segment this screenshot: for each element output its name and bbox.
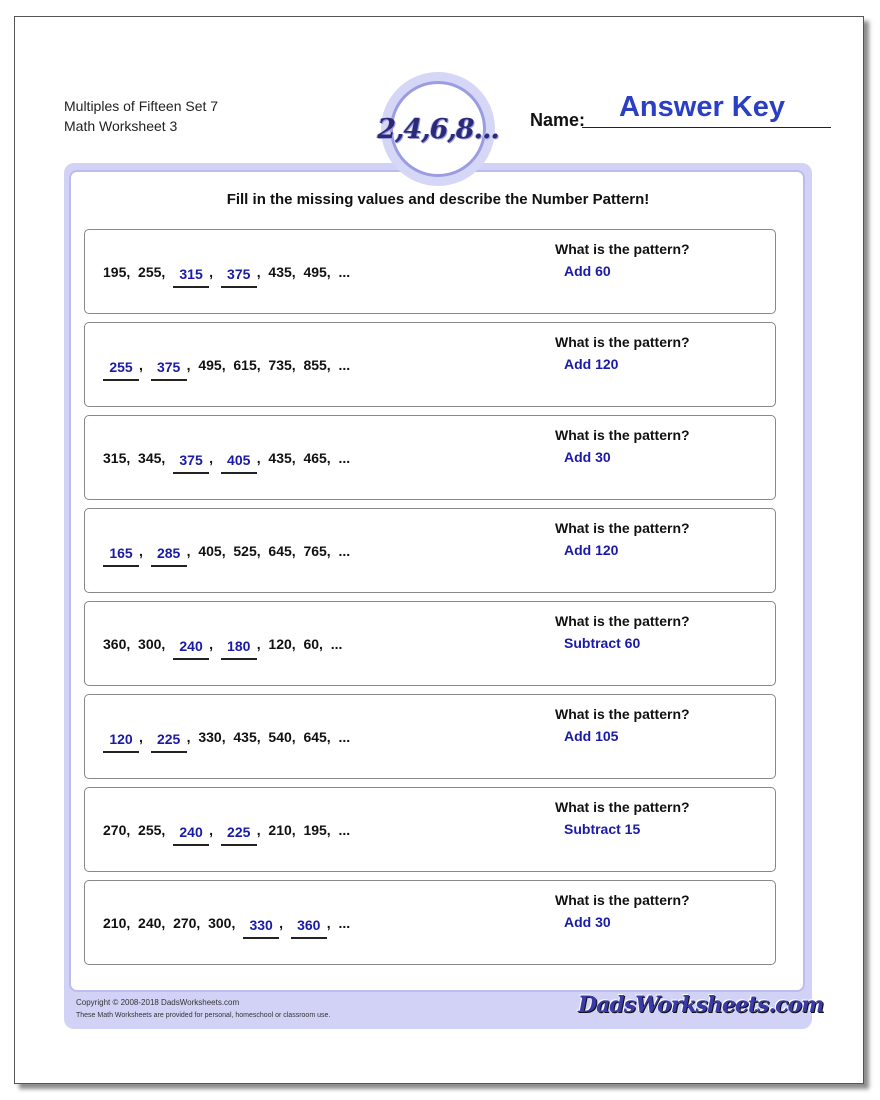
- term-separator: ,: [161, 449, 174, 466]
- sequence-term: 210: [268, 821, 292, 838]
- term-separator: ,: [126, 635, 139, 652]
- name-label: Name:: [530, 110, 586, 130]
- sequence-term: 360: [103, 635, 127, 652]
- sequence-term: ...: [338, 263, 351, 280]
- term-separator: ,: [291, 449, 304, 466]
- term-separator: ,: [139, 728, 151, 745]
- filled-blank: 240: [173, 638, 209, 660]
- filled-blank: 225: [151, 731, 187, 753]
- sequence-term: 645: [303, 728, 327, 745]
- problem-card: [84, 601, 776, 686]
- number-sequence: [103, 509, 350, 592]
- filled-blank: 405: [221, 452, 257, 474]
- term-separator: ,: [209, 449, 221, 466]
- problem-card: [84, 694, 776, 779]
- sequence-term: 195: [303, 821, 327, 838]
- pattern-question: What is the pattern?: [555, 799, 690, 815]
- problem-card: [84, 229, 776, 314]
- term-separator: ,: [326, 356, 339, 373]
- pattern-question: What is the pattern?: [555, 706, 690, 722]
- sequence-term: ...: [338, 728, 351, 745]
- sequence-term: 465: [303, 449, 327, 466]
- filled-blank: 240: [173, 824, 209, 846]
- term-separator: ,: [256, 635, 269, 652]
- term-separator: ,: [209, 263, 221, 280]
- term-separator: ,: [161, 914, 174, 931]
- term-separator: ,: [126, 914, 139, 931]
- number-sequence: [103, 323, 350, 406]
- name-field-line: [582, 127, 831, 128]
- instructions: Fill in the missing values and describe the Number Pattern!: [226, 191, 650, 208]
- worksheet-title: [64, 96, 218, 136]
- sequence-term: ...: [338, 914, 351, 931]
- pattern-answer: Add 60: [564, 263, 611, 279]
- term-separator: ,: [256, 356, 269, 373]
- term-separator: ,: [161, 263, 174, 280]
- term-separator: ,: [139, 356, 151, 373]
- term-separator: ,: [326, 914, 339, 931]
- sequence-term: 525: [233, 542, 257, 559]
- sequence-term: 315: [103, 449, 127, 466]
- worksheet-title-line2: Math Worksheet 3: [64, 118, 178, 134]
- problem-card: [84, 322, 776, 407]
- sequence-term: 735: [268, 356, 292, 373]
- filled-blank: 375: [151, 359, 187, 381]
- filled-blank: 315: [173, 266, 209, 288]
- sequence-term: 540: [268, 728, 292, 745]
- number-sequence: [103, 695, 350, 778]
- term-separator: ,: [256, 821, 269, 838]
- term-separator: ,: [319, 635, 331, 652]
- filled-blank: 120: [103, 731, 139, 753]
- number-sequence: [103, 230, 350, 313]
- term-separator: ,: [291, 821, 304, 838]
- filled-blank: 180: [221, 638, 257, 660]
- sequence-term: ...: [338, 542, 351, 559]
- term-separator: ,: [161, 635, 174, 652]
- term-separator: ,: [256, 263, 269, 280]
- logo-text: 2,4,6,8...: [377, 113, 499, 145]
- sequence-term: 255: [138, 821, 162, 838]
- pattern-question: What is the pattern?: [555, 241, 690, 257]
- sequence-term: ...: [338, 821, 351, 838]
- sequence-term: 255: [138, 263, 162, 280]
- copyright-text: Copyright © 2008-2018 DadsWorksheets.com: [76, 998, 240, 1007]
- pattern-answer: Add 120: [564, 542, 619, 558]
- term-separator: ,: [326, 542, 339, 559]
- term-separator: ,: [186, 356, 199, 373]
- number-sequence: [103, 788, 350, 871]
- term-separator: ,: [186, 728, 199, 745]
- pattern-answer: Add 105: [564, 728, 619, 744]
- term-separator: ,: [291, 263, 304, 280]
- sequence-term: 405: [198, 542, 222, 559]
- filled-blank: 360: [291, 917, 327, 939]
- pattern-question: What is the pattern?: [555, 520, 690, 536]
- problem-card: [84, 787, 776, 872]
- pattern-answer: Subtract 60: [564, 635, 641, 651]
- term-separator: ,: [126, 821, 139, 838]
- term-separator: ,: [326, 263, 339, 280]
- sequence-term: 345: [138, 449, 162, 466]
- term-separator: ,: [279, 914, 291, 931]
- pattern-answer: Subtract 15: [564, 821, 641, 837]
- sequence-term: 435: [268, 263, 292, 280]
- pattern-answer: Add 120: [564, 356, 619, 372]
- term-separator: ,: [291, 542, 304, 559]
- sequence-term: 330: [198, 728, 222, 745]
- term-separator: ,: [291, 728, 304, 745]
- sequence-term: 855: [303, 356, 327, 373]
- filled-blank: 375: [173, 452, 209, 474]
- term-separator: ,: [291, 356, 304, 373]
- number-sequence: [103, 416, 350, 499]
- term-separator: ,: [139, 542, 151, 559]
- sequence-term: 120: [268, 635, 292, 652]
- term-separator: ,: [161, 821, 174, 838]
- pattern-question: What is the pattern?: [555, 427, 690, 443]
- sequence-term: 435: [268, 449, 292, 466]
- filled-blank: 225: [221, 824, 257, 846]
- sequence-term: 765: [303, 542, 327, 559]
- sequence-term: 495: [303, 263, 327, 280]
- pattern-answer: Add 30: [564, 449, 611, 465]
- brand-logo: DadsWorksheets.com: [578, 992, 824, 1018]
- sequence-term: 240: [138, 914, 162, 931]
- number-sequence: [103, 602, 342, 685]
- term-separator: ,: [326, 728, 339, 745]
- pattern-question: What is the pattern?: [555, 334, 690, 350]
- term-separator: ,: [186, 542, 199, 559]
- filled-blank: 165: [103, 545, 139, 567]
- pattern-question: What is the pattern?: [555, 892, 690, 908]
- sequence-term: 615: [233, 356, 257, 373]
- sequence-term: 270: [103, 821, 127, 838]
- term-separator: ,: [221, 542, 234, 559]
- sequence-term: 195: [103, 263, 127, 280]
- term-separator: ,: [326, 821, 339, 838]
- term-separator: ,: [221, 356, 234, 373]
- problem-card: [84, 415, 776, 500]
- term-separator: ,: [231, 914, 244, 931]
- sequence-term: ...: [338, 449, 351, 466]
- sequence-term: ...: [338, 356, 351, 373]
- sequence-term: 645: [268, 542, 292, 559]
- term-separator: ,: [256, 542, 269, 559]
- pattern-answer: Add 30: [564, 914, 611, 930]
- sequence-term: 300: [138, 635, 162, 652]
- sequence-term: 210: [103, 914, 127, 931]
- sequence-term: 300: [208, 914, 232, 931]
- sequence-term: 495: [198, 356, 222, 373]
- term-separator: ,: [256, 449, 269, 466]
- number-sequence: [103, 881, 350, 964]
- filled-blank: 285: [151, 545, 187, 567]
- term-separator: ,: [256, 728, 269, 745]
- term-separator: ,: [291, 635, 304, 652]
- filled-blank: 255: [103, 359, 139, 381]
- problem-card: [84, 508, 776, 593]
- filled-blank: 330: [243, 917, 279, 939]
- filled-blank: 375: [221, 266, 257, 288]
- sequence-term: 270: [173, 914, 197, 931]
- term-separator: ,: [209, 821, 221, 838]
- term-separator: ,: [126, 449, 139, 466]
- term-separator: ,: [196, 914, 209, 931]
- usage-notice: These Math Worksheets are provided for personal, homeschool or classroom use.: [76, 1012, 331, 1019]
- logo-badge: [377, 72, 499, 186]
- worksheet-title-line1: Multiples of Fifteen Set 7: [64, 98, 219, 114]
- term-separator: ,: [326, 449, 339, 466]
- answer-key-label: Answer Key: [618, 91, 785, 123]
- pattern-question: What is the pattern?: [555, 613, 690, 629]
- sequence-term: ...: [330, 635, 343, 652]
- term-separator: ,: [126, 263, 139, 280]
- term-separator: ,: [209, 635, 221, 652]
- sequence-term: 60: [303, 635, 320, 652]
- sequence-term: 435: [233, 728, 257, 745]
- logo-ring: [377, 81, 499, 177]
- problem-card: [84, 880, 776, 965]
- term-separator: ,: [221, 728, 234, 745]
